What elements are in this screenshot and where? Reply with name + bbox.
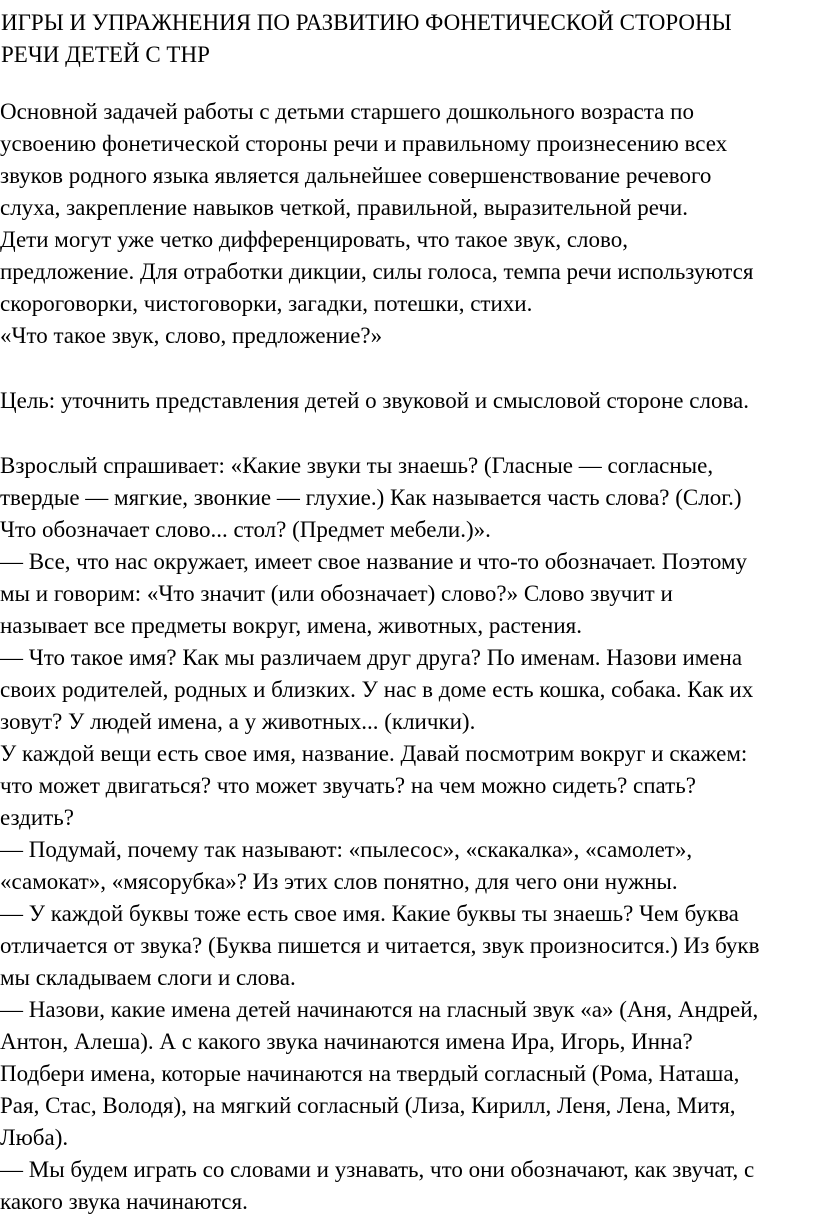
dialogue-line: Взрослый спрашивает: «Какие звуки ты знаешь? (Гласные — согласные, [0, 453, 714, 478]
dialogue-line: Подбери имена, которые начинаются на твердый согласный (Рома, Наташа, [0, 1061, 740, 1086]
dialogue-line: У каждой вещи есть свое имя, название. Давай посмотрим вокруг и скажем: [0, 741, 748, 766]
intro-paragraph-line: Основной задачей работы с детьми старшего дошкольного возраста по [0, 99, 694, 124]
goal-line: Цель: уточнить представления детей о звуковой и смысловой стороне слова. [0, 388, 749, 413]
intro-paragraph-line: усвоению фонетической стороны речи и правильному произнесению всех [0, 131, 728, 156]
dialogue-line: Рая, Стас, Володя), на мягкий согласный (Лиза, Кирилл, Леня, Лена, Митя, [0, 1093, 736, 1118]
dialogue-line: — Все, что нас окружает, имеет свое название и что-то обозначает. Поэтому [0, 549, 748, 574]
intro-paragraph-line: скороговорки, чистоговорки, загадки, потешки, стихи. [0, 291, 533, 316]
intro-paragraph-line: звуков родного языка является дальнейшее совершенствование речевого [0, 163, 712, 188]
dialogue-line: Антон, Алеша). А с какого звука начинаются имена Ира, Игорь, Инна? [0, 1029, 693, 1054]
dialogue-line: Люба). [0, 1125, 69, 1150]
dialogue-line: — Подумай, почему так называют: «пылесос», «скакалка», «самолет», [0, 837, 693, 862]
dialogue-line: своих родителей, родных и близких. У нас в доме есть кошка, собака. Как их [0, 677, 754, 702]
dialogue-line: — Что такое имя? Как мы различаем друг друга? По именам. Назови имена [0, 645, 743, 670]
dialogue-line: — Назови, какие имена детей начинаются на гласный звук «а» (Аня, Андрей, [0, 997, 759, 1022]
dialogue-line: — У каждой буквы тоже есть свое имя. Какие буквы ты знаешь? Чем буква [0, 901, 739, 926]
dialogue-line: твердые — мягкие, звонкие — глухие.) Как называется часть слова? (Слог.) [0, 485, 742, 510]
dialogue-line: Что обозначает слово... стол? (Предмет мебели.)». [0, 517, 491, 542]
dialogue-line: зовут? У людей имена, а у животных... (клички). [0, 709, 476, 734]
intro-paragraph-line: предложение. Для отработки дикции, силы голоса, темпа речи используются [0, 259, 754, 284]
intro-paragraph-line: слуха, закрепление навыков четкой, правильной, выразительной речи. [0, 195, 688, 220]
dialogue-line: ездить? [0, 805, 74, 830]
dialogue-line: отличается от звука? (Буква пишется и читается, звук произносится.) Из букв [0, 933, 760, 958]
dialogue-line: мы и говорим: «Что значит (или обозначает) слово?» Слово звучит и [0, 581, 673, 606]
document-title-line-2: РЕЧИ ДЕТЕЙ С ТНР [1, 42, 210, 67]
document-title-line-1: ИГРЫ И УПРАЖНЕНИЯ ПО РАЗВИТИЮ ФОНЕТИЧЕСКОЙ СТОРОНЫ [1, 10, 732, 35]
dialogue-line: какого звука начинаются. [0, 1189, 248, 1214]
dialogue-line: называет все предметы вокруг, имена, животных, растения. [0, 613, 582, 638]
dialogue-line: «самокат», «мясорубка»? Из этих слов понятно, для чего они нужны. [0, 869, 678, 894]
dialogue-line: — Мы будем играть со словами и узнавать, что они обозначают, как звучат, с [0, 1157, 755, 1182]
dialogue-line: что может двигаться? что может звучать? на чем можно сидеть? спать? [0, 773, 696, 798]
intro-paragraph-line: Дети могут уже четко дифференцировать, что такое звук, слово, [0, 227, 628, 252]
section-heading-question: «Что такое звук, слово, предложение?» [0, 323, 383, 348]
dialogue-line: мы складываем слоги и слова. [0, 965, 296, 990]
